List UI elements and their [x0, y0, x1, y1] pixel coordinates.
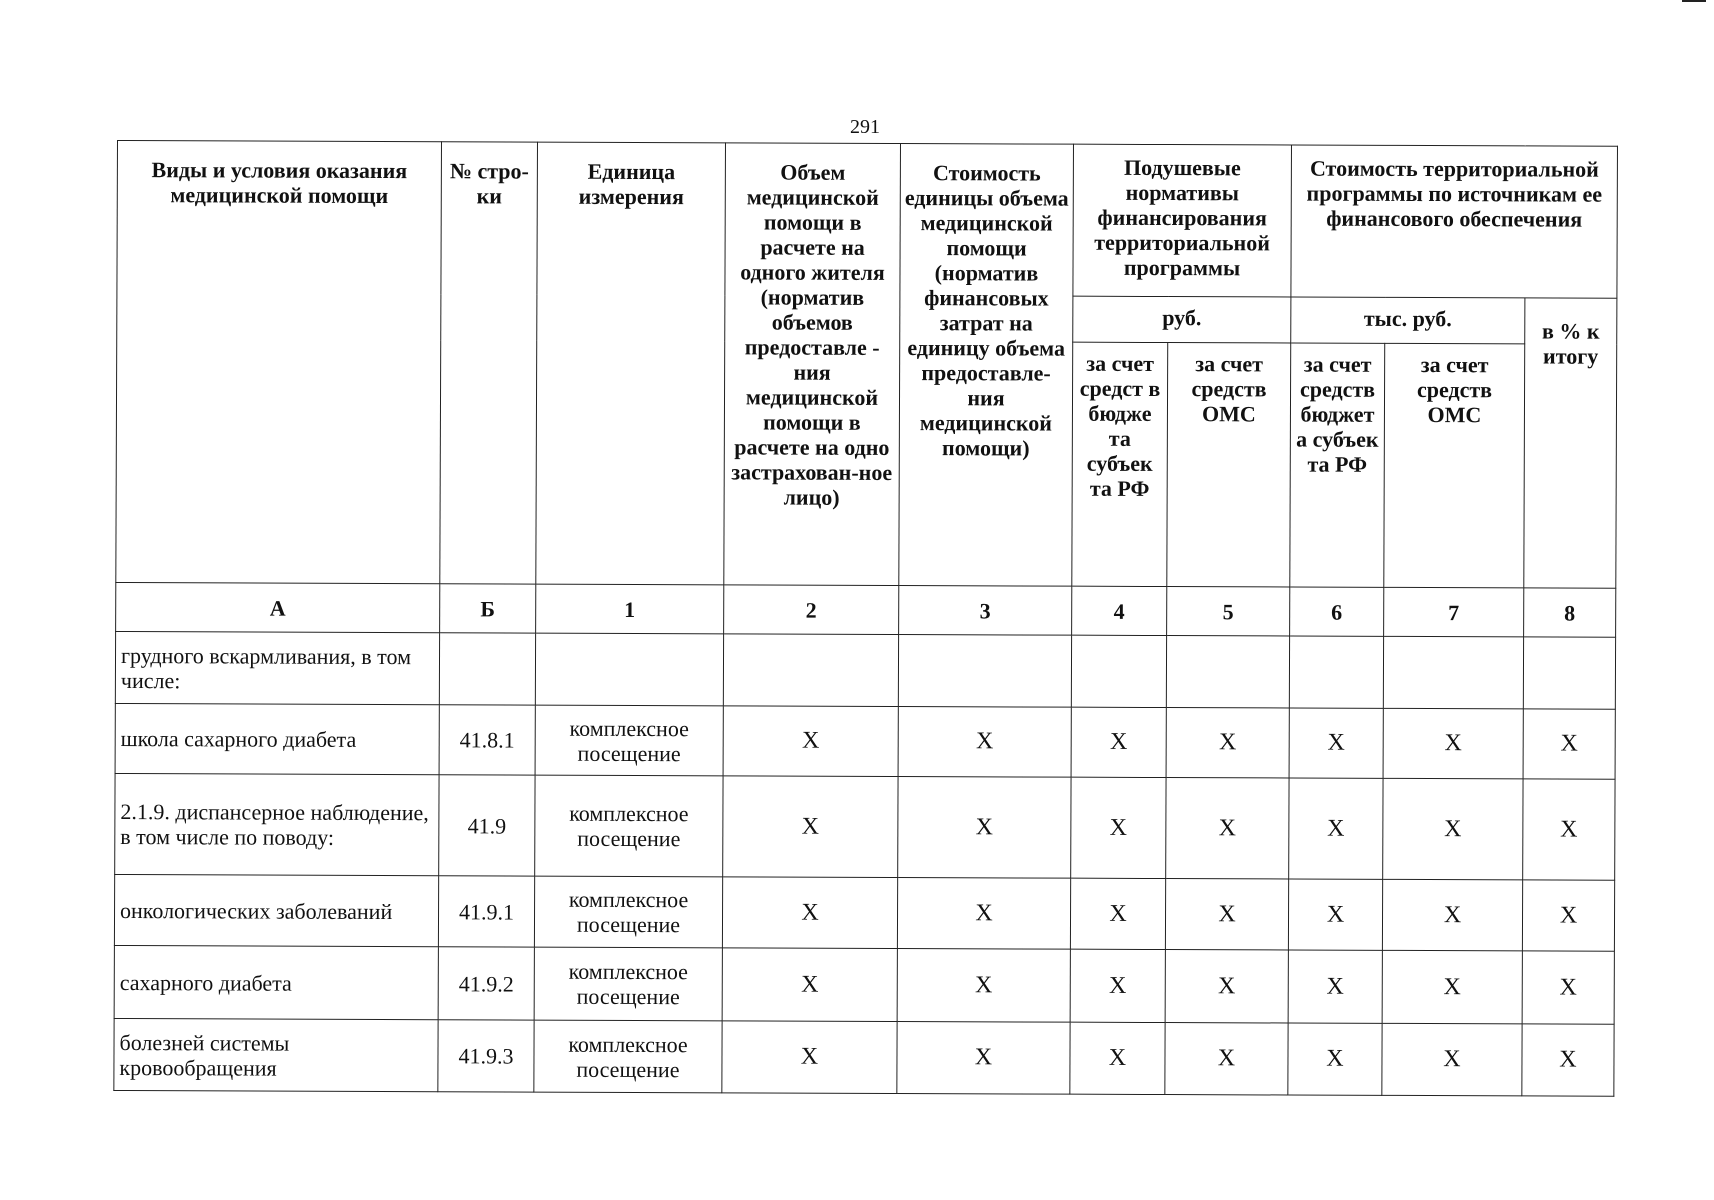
- column-number: 7: [1384, 587, 1524, 637]
- row-value: [1289, 636, 1383, 708]
- financing-table: [113, 140, 1618, 1097]
- row-label: грудного вскармливания, в том числе:: [115, 631, 439, 704]
- header-program-cost-group: Стоимость территориальной программы по источникам ее финансового обеспечения: [1291, 145, 1618, 298]
- table-row: [115, 773, 1615, 880]
- row-code: [439, 633, 535, 705]
- row-unit: комплексное посещение: [534, 1020, 722, 1093]
- header-per-capita-budget: за счет средст в бюдже та субъек та РФ: [1072, 342, 1168, 586]
- row-value: Х: [1382, 879, 1522, 951]
- table-row: [114, 945, 1614, 1024]
- row-value: Х: [1165, 879, 1288, 950]
- row-value: [1071, 635, 1166, 707]
- header-unit-rub: руб.: [1073, 296, 1291, 343]
- row-value: Х: [722, 877, 897, 949]
- row-value: Х: [722, 948, 897, 1022]
- column-number: Б: [440, 584, 536, 633]
- row-value: [898, 635, 1071, 708]
- page-number: 291: [850, 116, 880, 138]
- row-value: [723, 634, 898, 707]
- row-value: Х: [1383, 778, 1523, 880]
- row-value: Х: [1523, 709, 1615, 779]
- row-code: 41.9.1: [438, 876, 534, 947]
- column-number-row: [116, 582, 1616, 637]
- header-unit-cost: Стоимость единицы объема медицинской помощи (норматив финансовых затрат на единицу объема предоставле-ния медицинской помощи): [899, 144, 1074, 587]
- header-per-capita-group: Подушевые нормативы финансирования территориальной программы: [1073, 144, 1292, 297]
- row-unit: комплексное посещение: [535, 775, 723, 877]
- header-cost-budget: за счет средств бюджет а субъек та РФ: [1290, 343, 1385, 587]
- row-value: [1383, 636, 1523, 709]
- row-value: Х: [1070, 1022, 1165, 1094]
- row-value: Х: [723, 706, 898, 777]
- row-label: болезней системы кровообращения: [114, 1018, 438, 1091]
- row-value: Х: [1523, 779, 1615, 880]
- row-value: Х: [898, 777, 1071, 879]
- row-value: Х: [1071, 707, 1166, 777]
- row-value: Х: [1166, 778, 1289, 879]
- row-label: 2.1.9. диспансерное наблюдение, в том числе по поводу:: [115, 773, 439, 875]
- row-label: сахарного диабета: [114, 945, 438, 1019]
- column-number: 4: [1072, 586, 1167, 635]
- header-volume: Объем медицинской помощи в расчете на одного жителя (норматив объемов предоставле - ния медицинской помощи в расчете на одно застрахован-ное лицо): [724, 143, 901, 586]
- row-value: [1166, 636, 1289, 708]
- table-container: [113, 140, 1618, 1097]
- row-value: [1523, 637, 1615, 709]
- column-number: 2: [724, 585, 899, 635]
- row-value: Х: [897, 1022, 1070, 1095]
- header-row-number: № стро-ки: [440, 142, 538, 584]
- row-value: Х: [1288, 1023, 1382, 1095]
- row-code: 41.8.1: [439, 705, 535, 775]
- row-code: 41.9.3: [438, 1020, 534, 1092]
- scan-edge-mark: [1682, 0, 1706, 2]
- column-number: 1: [536, 584, 724, 634]
- row-value: Х: [1382, 1023, 1522, 1096]
- row-value: Х: [1166, 708, 1289, 778]
- row-value: Х: [1071, 777, 1166, 878]
- row-label: школа сахарного диабета: [115, 703, 439, 774]
- row-value: Х: [1288, 879, 1382, 950]
- row-code: 41.9: [439, 775, 535, 876]
- table-row: [114, 874, 1614, 951]
- row-value: Х: [1288, 950, 1382, 1023]
- row-value: Х: [1522, 1024, 1614, 1096]
- column-number: 6: [1290, 587, 1384, 636]
- row-value: Х: [1165, 950, 1288, 1023]
- row-unit: [535, 633, 723, 706]
- header-cost-oms: за счет средств ОМС: [1384, 343, 1525, 588]
- row-value: Х: [723, 776, 898, 878]
- column-number: 3: [899, 586, 1072, 636]
- row-value: Х: [897, 878, 1070, 950]
- row-value: Х: [1165, 1023, 1288, 1095]
- row-value: Х: [1070, 878, 1165, 949]
- column-number: А: [116, 582, 440, 632]
- row-unit: комплексное посещение: [534, 876, 722, 948]
- header-care-types: Виды и условия оказания медицинской помощи: [116, 141, 442, 584]
- header-unit-thousand-rub: тыс. руб.: [1291, 297, 1525, 344]
- row-value: Х: [898, 707, 1071, 778]
- table-row: [115, 703, 1615, 779]
- row-value: Х: [1070, 949, 1165, 1022]
- row-value: Х: [722, 1021, 897, 1094]
- column-number: 5: [1167, 587, 1290, 636]
- header-per-capita-oms: за счет средств ОМС: [1167, 343, 1291, 587]
- row-label: онкологических заболеваний: [114, 874, 438, 946]
- table-row: [114, 1018, 1614, 1096]
- row-value: Х: [1522, 951, 1614, 1024]
- row-value: Х: [1382, 950, 1522, 1024]
- row-value: Х: [897, 949, 1070, 1023]
- table-row: [115, 631, 1615, 709]
- row-value: Х: [1383, 708, 1523, 779]
- column-number: 8: [1524, 588, 1616, 637]
- row-code: 41.9.2: [438, 947, 534, 1020]
- row-unit: комплексное посещение: [534, 947, 722, 1021]
- row-value: Х: [1289, 708, 1383, 778]
- row-unit: комплексное посещение: [535, 705, 723, 776]
- header-percent-total: в % к итогу: [1524, 298, 1617, 588]
- row-value: Х: [1522, 880, 1614, 951]
- row-value: Х: [1289, 778, 1383, 879]
- header-unit: Единица измерения: [536, 142, 726, 585]
